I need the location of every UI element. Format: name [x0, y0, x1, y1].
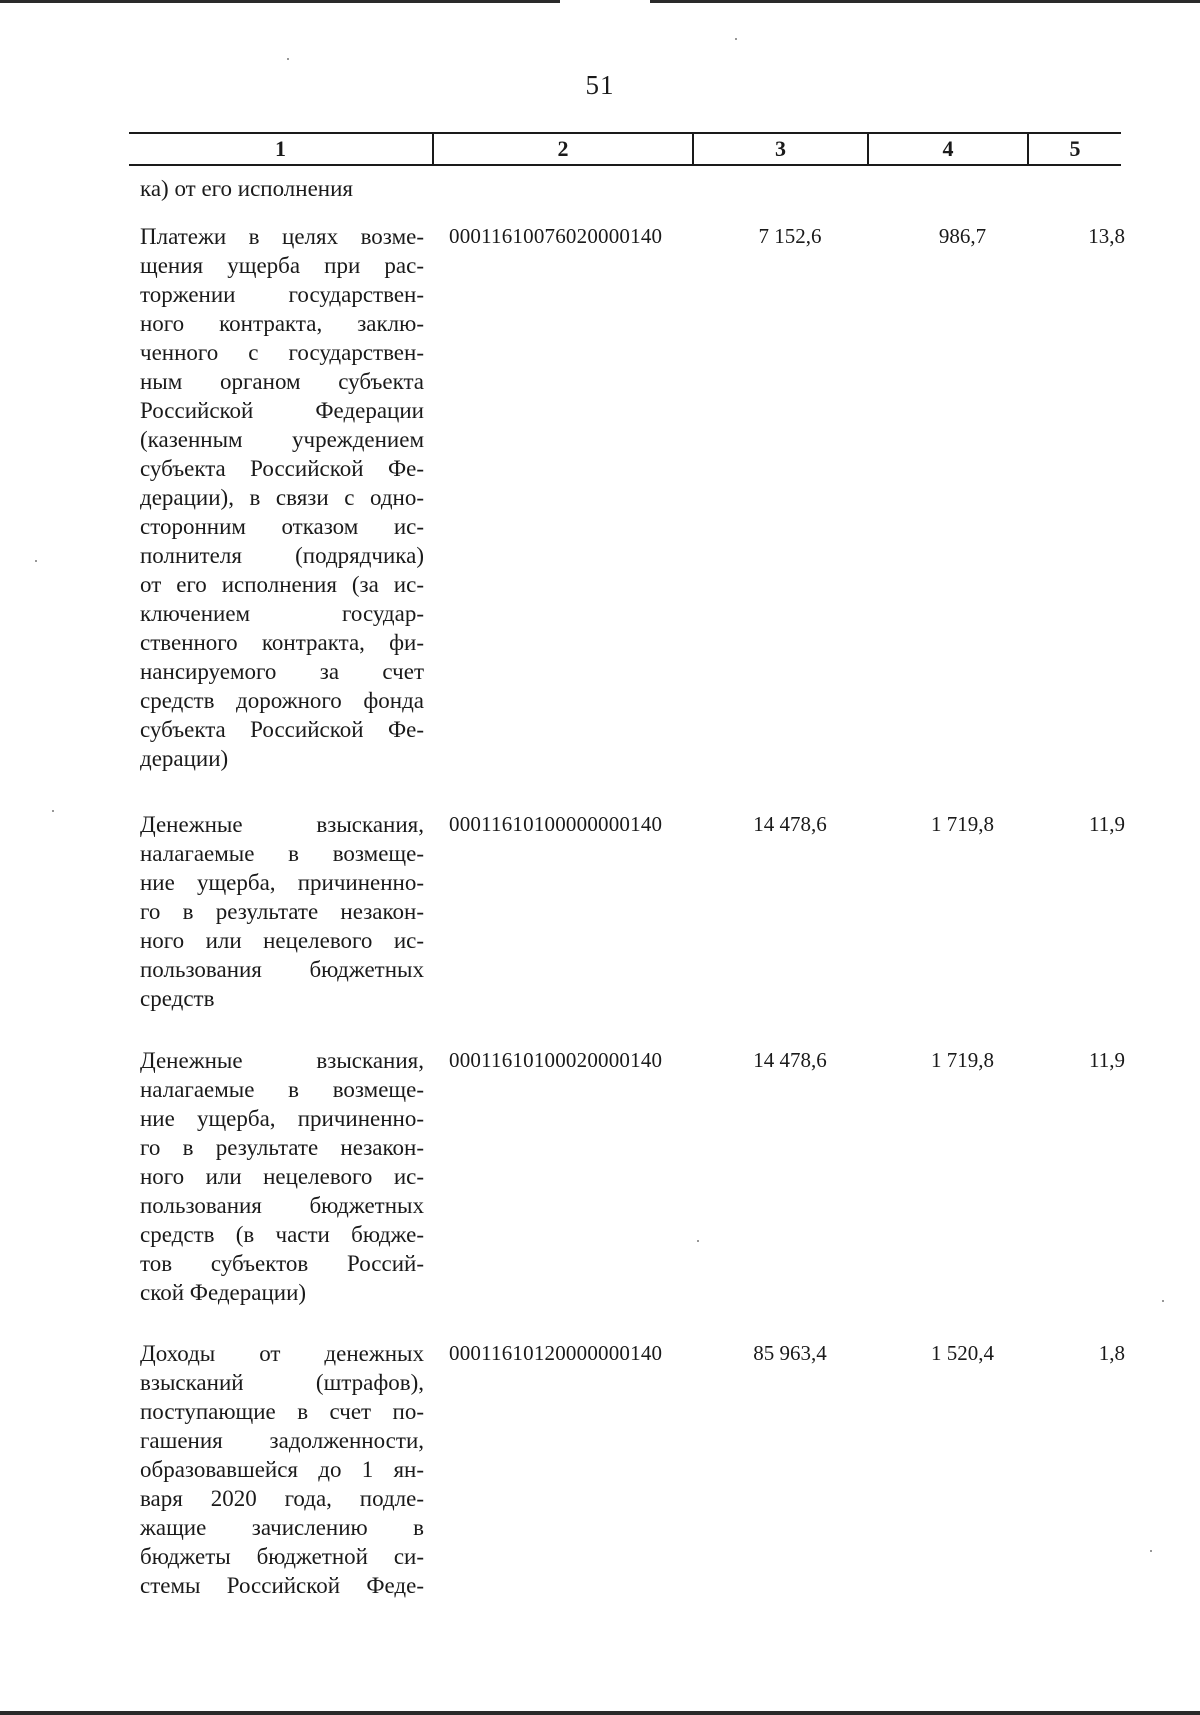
header-col-4: 4: [869, 134, 1029, 164]
row-value-col3: 85 963,4: [753, 1341, 827, 1365]
row-description: [140, 222, 424, 773]
description-line: средств дорожного фонда: [140, 688, 424, 713]
description-line: ным органом субъекта: [140, 369, 424, 394]
description-line: дерации), в связи с одно-: [140, 485, 424, 510]
description-line: взысканий (штрафов),: [140, 1370, 424, 1395]
row-value-col4: 1 520,4: [931, 1341, 994, 1365]
description-line: нансируемого за счет: [140, 659, 424, 684]
scan-speck: [287, 58, 289, 60]
description-line: гашения задолженности,: [140, 1428, 424, 1453]
description-line: субъекта Российской Фе-: [140, 717, 424, 742]
description-line: налагаемые в возмеще-: [140, 1077, 424, 1102]
row-code: 00011610100020000140: [449, 1048, 663, 1072]
description-line: ственного контракта, фи-: [140, 630, 424, 655]
header-col-5: 5: [1069, 136, 1081, 161]
row-description: [140, 810, 424, 1013]
table-header: [129, 132, 1121, 166]
description-line: тов субъектов Россий-: [140, 1251, 424, 1276]
description-line: ченного с государствен-: [140, 340, 424, 365]
continuation-text: ка) от его исполнения: [140, 176, 353, 201]
row-description: [140, 1046, 424, 1307]
scan-edge-bottom: [0, 1711, 1200, 1715]
description-line: (казенным учреждением: [140, 427, 424, 452]
row-value-col5: 1,8: [1098, 1341, 1125, 1365]
description-line: пользования бюджетных: [140, 1193, 424, 1218]
description-line: ного контракта, заклю-: [140, 311, 424, 336]
description-line: торжении государствен-: [140, 282, 424, 307]
description-line: ние ущерба, причиненно-: [140, 870, 424, 895]
header-col-2: 2: [434, 134, 694, 164]
description-line: дерации): [140, 746, 229, 771]
description-line: Российской Федерации: [140, 398, 424, 423]
description-line: полнителя (подрядчика): [140, 543, 424, 568]
description-line: субъекта Российской Фе-: [140, 456, 424, 481]
row-value-col4: 1 719,8: [931, 812, 994, 836]
row-value-col4: 1 719,8: [931, 1048, 994, 1072]
description-line: налагаемые в возмеще-: [140, 841, 424, 866]
description-line: сторонним отказом ис-: [140, 514, 424, 539]
description-line: Доходы от денежных: [140, 1341, 424, 1366]
description-line: го в результате незакон-: [140, 1135, 424, 1160]
row-value-col3: 7 152,6: [758, 224, 822, 248]
page-number: 51: [585, 70, 615, 100]
description-line: поступающие в счет по-: [140, 1399, 424, 1424]
row-value-col3: 14 478,6: [753, 1048, 827, 1072]
description-line: образовавшейся до 1 ян-: [140, 1457, 424, 1482]
scan-edge-gap: [560, 0, 650, 3]
scan-speck: [35, 560, 37, 562]
description-line: средств: [140, 986, 215, 1011]
description-line: Платежи в целях возме-: [140, 224, 424, 249]
scan-speck: [735, 38, 737, 40]
row-value-col5: 11,9: [1089, 1048, 1125, 1072]
description-line: ного или нецелевого ис-: [140, 1164, 424, 1189]
description-line: от его исполнения (за ис-: [140, 572, 424, 597]
row-code: 00011610076020000140: [449, 224, 663, 248]
description-line: го в результате незакон-: [140, 899, 424, 924]
description-line: щения ущерба при рас-: [140, 253, 424, 278]
description-line: варя 2020 года, подле-: [140, 1486, 424, 1511]
description-line: Денежные взыскания,: [140, 812, 424, 837]
row-code: 00011610120000000140: [449, 1341, 663, 1365]
description-line: ключением государ-: [140, 601, 424, 626]
row-value-col3: 14 478,6: [753, 812, 827, 836]
description-line: стемы Российской Феде-: [140, 1573, 424, 1598]
description-line: бюджеты бюджетной си-: [140, 1544, 424, 1569]
description-line: ской Федерации): [140, 1280, 307, 1305]
header-col-1: 1: [129, 134, 434, 164]
row-description: [140, 1339, 424, 1600]
scan-speck: [1162, 1300, 1164, 1302]
header-col-3: 3: [694, 134, 869, 164]
scan-speck: [52, 810, 54, 812]
description-line: ного или нецелевого ис-: [140, 928, 424, 953]
row-value-col5: 13,8: [1088, 224, 1125, 248]
scan-speck: [697, 1240, 699, 1242]
row-value-col5: 11,9: [1089, 812, 1125, 836]
description-line: средств (в части бюдже-: [140, 1222, 424, 1247]
row-code: 00011610100000000140: [449, 812, 663, 836]
description-line: Денежные взыскания,: [140, 1048, 424, 1073]
description-line: жащие зачислению в: [140, 1515, 424, 1540]
description-line: ние ущерба, причиненно-: [140, 1106, 424, 1131]
row-value-col4: 986,7: [938, 224, 987, 248]
description-line: пользования бюджетных: [140, 957, 424, 982]
scan-speck: [1150, 1550, 1152, 1552]
